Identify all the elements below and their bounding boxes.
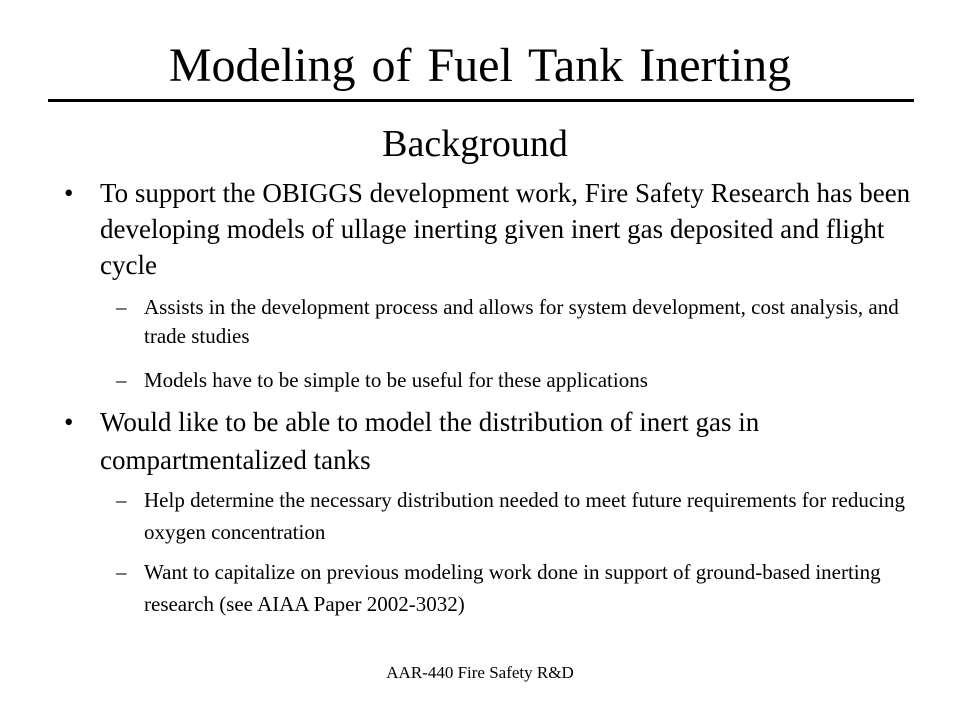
bullet-1	[64, 175, 914, 283]
bullet-2	[64, 403, 914, 479]
subbullet-2-1	[64, 484, 914, 548]
bullet-text: To support the OBIGGS development work, Fire Safety Research has been developing models of ullage inerting given inert gas deposited and flight cycle	[100, 178, 911, 280]
subbullet-marker: –	[116, 295, 127, 319]
bullet-marker: •	[64, 178, 74, 208]
subbullet-text: Help determine the necessary distribution needed to meet future requirements for reducing oxygen concentration	[144, 488, 905, 544]
bullet-marker: •	[64, 407, 74, 437]
subbullet-marker: –	[116, 368, 127, 392]
subbullet-1-1	[64, 293, 914, 351]
subbullet-text: Models have to be simple to be useful for these applications	[144, 368, 648, 392]
subbullet-marker: –	[116, 488, 127, 512]
subbullet-text: Want to capitalize on previous modeling work done in support of ground-based inerting research (see AIAA Paper 2002-3032)	[144, 560, 881, 616]
title-divider	[48, 99, 914, 102]
subbullet-2-2	[64, 556, 914, 620]
slide-title: Modeling of Fuel Tank Inerting	[168, 39, 792, 92]
slide-footer: AAR-440 Fire Safety R&D	[386, 663, 574, 682]
bullet-text: Would like to be able to model the distribution of inert gas in compartmentalized tanks	[100, 407, 760, 475]
subbullet-marker: –	[116, 560, 127, 584]
subbullet-1-2	[64, 366, 914, 395]
subbullet-text: Assists in the development process and allows for system development, cost analysis, and trade studies	[144, 295, 899, 348]
section-heading: Background	[382, 123, 568, 165]
